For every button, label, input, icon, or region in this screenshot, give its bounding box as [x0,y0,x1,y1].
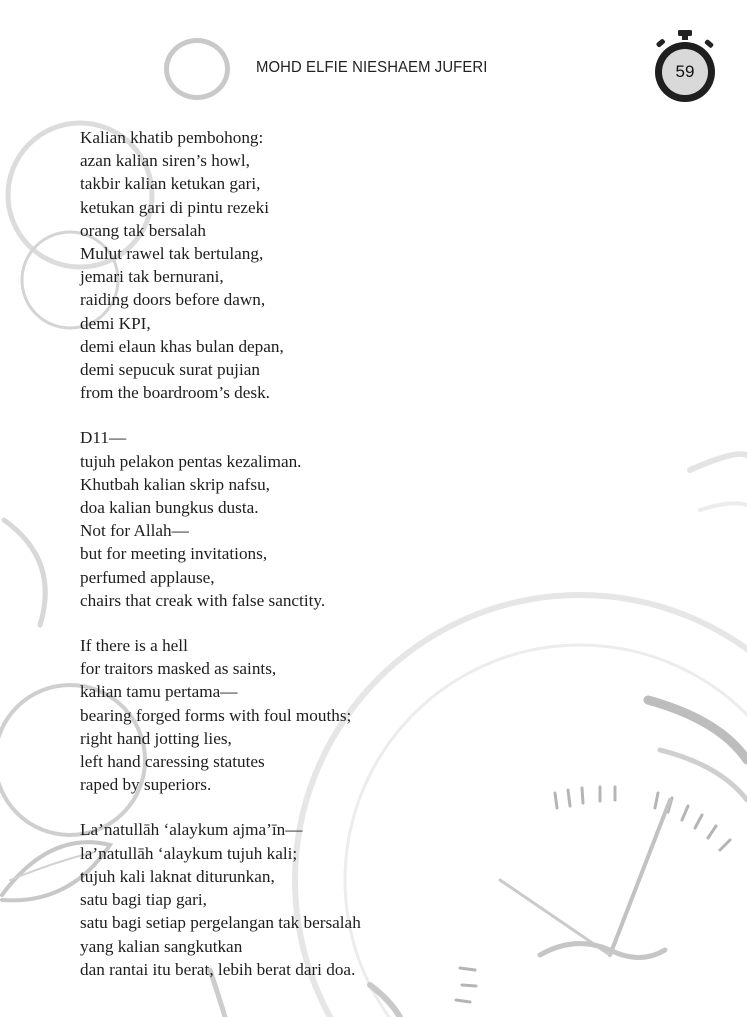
poem-line: demi sepucuk surat pujian [80,360,260,380]
stanza-4 [80,818,361,980]
poem-line: If there is a hell [80,636,188,656]
poem-line: satu bagi setiap pergelangan tak bersalah [80,913,361,933]
poem-line: doa kalian bungkus dusta. [80,498,259,518]
poem-line: tujuh kali laknat diturunkan, [80,866,275,886]
clock-hand-minute [610,800,670,955]
poem-line: ketukan gari di pintu rezeki [80,197,269,217]
poem-line: jemari tak bernurani, [80,267,224,287]
stanza-1 [80,126,361,404]
poem-line: right hand jotting lies, [80,728,232,748]
poem-line: dan rantai itu berat, lebih berat dari doa. [80,959,356,979]
poem-line: la’natullāh ‘alaykum tujuh kali; [80,843,298,863]
poem-line: Not for Allah— [80,521,189,541]
stanza-3 [80,634,361,796]
poem-body [80,126,361,1003]
poem-line: but for meeting invitations, [80,544,268,564]
poem-line: chairs that creak with false sanctity. [80,590,326,610]
poem-line: demi elaun khas bulan depan, [80,336,284,356]
poem-line: Kalian khatib pembohong: [80,128,264,147]
header-ring-ornament [164,38,230,100]
poem-line: for traitors masked as saints, [80,659,277,679]
poem-line: La’natullāh ‘alaykum ajma’īn— [80,820,303,840]
poem-line: yang kalian sangkutkan [80,936,243,956]
poem-line: Khutbah kalian skrip nafsu, [80,474,270,494]
poem-line: perfumed applause, [80,567,215,587]
poem-line: bearing forged forms with foul mouths; [80,705,352,725]
poem-line: takbir kalian ketukan gari, [80,174,261,194]
poem-line: raiding doors before dawn, [80,290,266,310]
stanza-2 [80,426,361,612]
poem-line: raped by superiors. [80,775,212,795]
poem-line: D11— [80,428,127,448]
poem-line: satu bagi tiap gari, [80,890,207,910]
clock-inner-ring [345,645,747,1017]
left-ring-arc-mid [4,520,45,625]
poem-line: kalian tamu pertama— [80,682,238,702]
poem-line: azan kalian siren’s howl, [80,151,250,171]
poem-line: demi KPI, [80,313,151,333]
poem-line: orang tak bersalah [80,220,206,240]
clock-outer-ring [295,595,747,1017]
poem-line: from the boardroom’s desk. [80,383,270,403]
poem-line: Mulut rawel tak bertulang, [80,244,264,264]
author-header: MOHD ELFIE NIESHAEM JUFERI [256,59,488,76]
page-number: 59 [675,62,695,81]
poem-line: tujuh pelakon pentas kezaliman. [80,451,302,471]
poem-line: left hand caressing statutes [80,752,265,772]
